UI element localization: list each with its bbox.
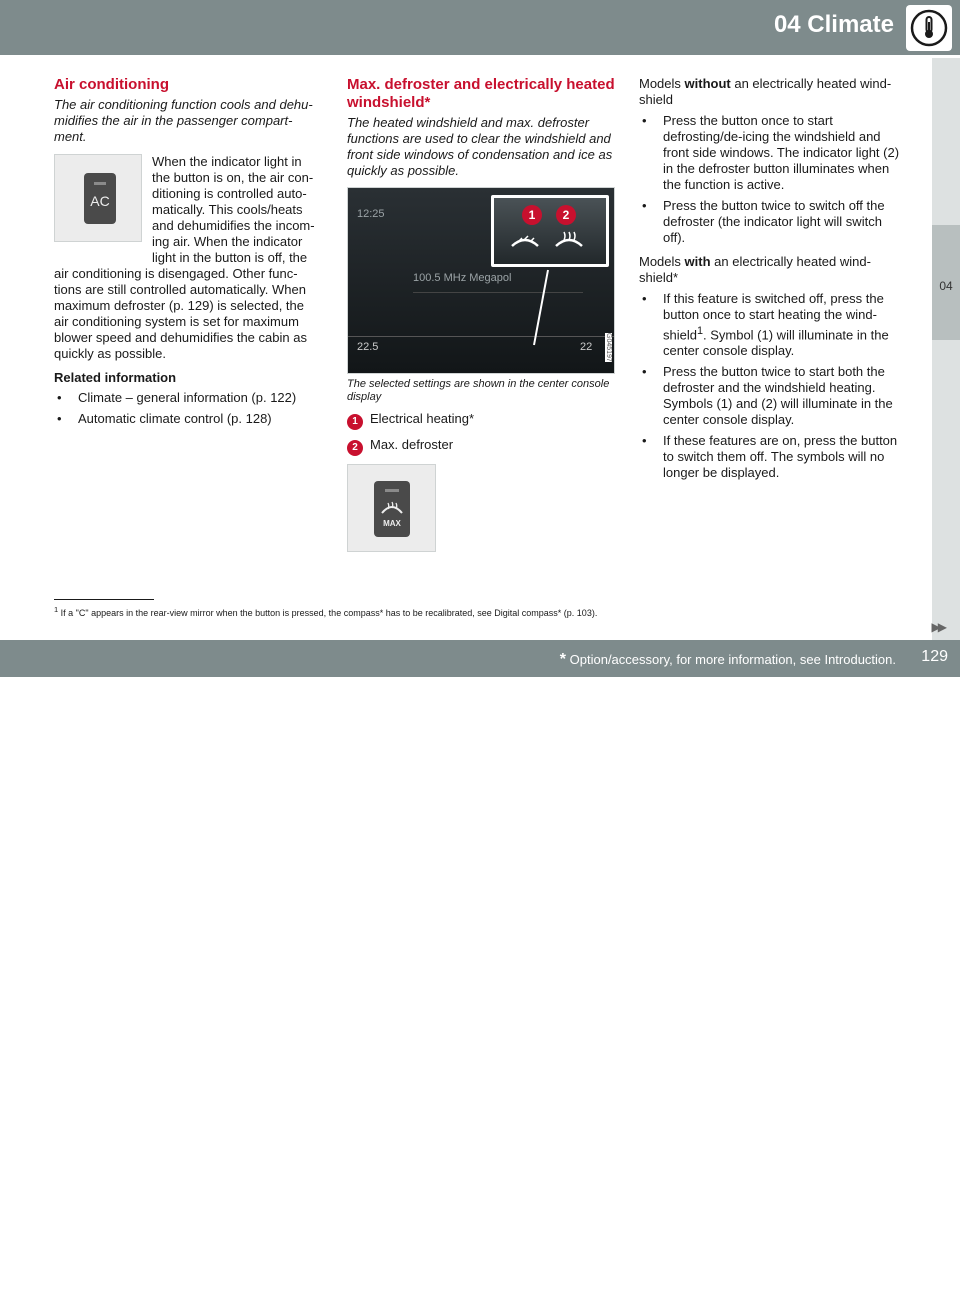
center-console-display-figure [347, 187, 615, 374]
related-link[interactable]: • Climate – general information (p. 122) [54, 390, 316, 406]
air-conditioning-lead: The air conditioning function cools and dehu-midifies the air in the passenger compart-ment. [54, 97, 313, 144]
ac-figure-row [54, 154, 316, 266]
watermark: carmanualsonline.info [742, 1291, 888, 1308]
ac-button [84, 173, 116, 224]
legend-badge: 2 [347, 440, 363, 456]
chapter-side-tab [932, 58, 960, 640]
models-without-intro: Models without an electrically heated wind-shield [639, 76, 892, 107]
max-defroster-heading: Max. defroster and electrically heated windshield* [347, 76, 615, 111]
figure-code: G045197 [605, 333, 612, 362]
display-radio-station: 100.5 MHz Megapol [413, 272, 512, 284]
defroster-icon [380, 497, 404, 517]
footnote-divider [54, 599, 154, 600]
chapter-side-tab-label: 04 [939, 279, 953, 293]
related-information-list [54, 390, 316, 427]
defroster-instructions [639, 76, 901, 481]
chapter-title: 04 Climate [773, 11, 894, 38]
page-footer [0, 640, 960, 1308]
callout-badge-1: 1 [522, 205, 542, 225]
page-header [0, 0, 960, 55]
display-temp-right: 22 [580, 341, 593, 353]
ac-indicator-light [94, 182, 106, 185]
models-with-intro: Models with an electrically heated wind-shield* [639, 254, 871, 285]
max-defroster-lead: The heated windshield and max. defroster functions are used to clear the windshield and front side windows of condensation and ice as quickly as possible. [347, 115, 613, 178]
max-defroster-section [347, 76, 615, 552]
display-clock: 12:25 [357, 208, 385, 220]
max-button-label: MAX [383, 519, 401, 528]
models-with-steps [639, 291, 901, 481]
air-conditioning-section [54, 76, 316, 427]
legend-text: Max. defroster [370, 437, 454, 452]
figure-caption: The selected settings are shown in the center console display [347, 378, 610, 403]
instruction-step: • Press the button twice to switch off the defroster (the indicator light will switch off). [639, 198, 901, 246]
legend-badge: 1 [347, 414, 363, 430]
ac-button-label: AC [90, 193, 110, 209]
footnote: $^1$ If a "C" appears in the rear-view mirror when the button is pressed, the compass* has to be recalibrated, see Digital compass* (p. 103). [54, 605, 598, 618]
legend-item [347, 411, 615, 430]
instruction-step: • If these features are on, press the button to switch them off. The symbols will no longer be displayed. [639, 433, 901, 481]
callout-badge-2: 2 [556, 205, 576, 225]
models-without-steps [639, 113, 901, 246]
option-accessory-note: * Option/accessory, for more information, see Introduction. [559, 651, 896, 668]
max-button-image [347, 464, 436, 552]
next-page-arrow-icon[interactable]: ▶▶ [931, 620, 944, 634]
instruction-step: • Press the button twice to start both the defroster and the windshield heating. Symbols (1) and (2) will illuminate in the center console display. [639, 364, 901, 428]
callout-pointer-icon [348, 188, 616, 375]
page-number: 129 [921, 648, 948, 665]
ac-description: When the indicator light in the button is on, the air con-ditioning is controlled auto-matically. This cools/heats and dehumidifies the incom-ing air. When the indicator light in the button is off, the [152, 154, 315, 265]
ac-button-image [54, 154, 142, 242]
related-link[interactable]: • Automatic climate control (p. 128) [54, 411, 316, 427]
related-information-heading: Related information [54, 370, 177, 385]
instruction-step: • Press the button once to start defrosting/de-icing the windshield and front side windows. The indicator light (2) in the defroster button illuminates when the function is active. [639, 113, 901, 193]
thermometer-icon [906, 5, 952, 51]
legend-item [347, 437, 615, 456]
max-indicator-light [385, 489, 399, 492]
ac-description-continued: air conditioning is disengaged. Other func-tions are still controlled automatically. When maximum defroster (p. 129) is selected, the air conditioning system is set for maximum blower speed and dehumidifies the cabin as quickly as possible. [54, 266, 307, 361]
air-conditioning-heading: Air conditioning [54, 76, 169, 93]
max-defroster-button [374, 481, 410, 537]
instruction-step: • If this feature is switched off, press the button once to start heating the wind-shield$^1$. Symbol (1) will illuminate in the center console display. [639, 291, 901, 359]
footnote-ref[interactable]: 1 [696, 325, 703, 337]
display-temp-left: 22.5 [357, 341, 379, 353]
legend-text: Electrical heating* [370, 411, 475, 426]
